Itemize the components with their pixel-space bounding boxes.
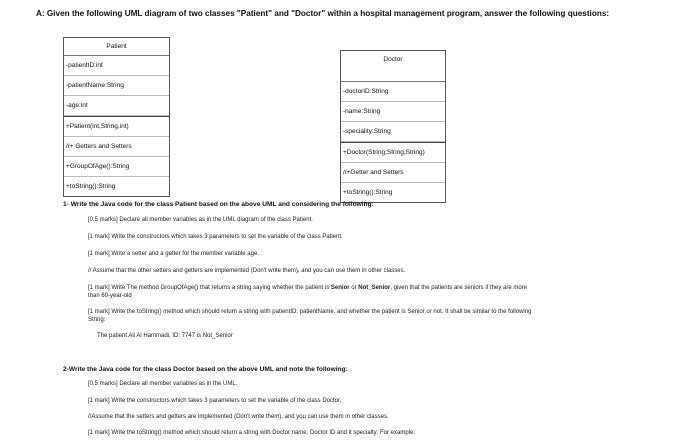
doctor-attribute: -name:String bbox=[341, 102, 445, 122]
question-2-heading: 2-Write the Java code for the class Doctor based on the above UML and note the following: bbox=[63, 366, 348, 373]
doctor-attribute: -speciality:String bbox=[341, 122, 445, 142]
groupofage-text: [1 mark] Write The method GroupOfAge() that returns a string saying whether the patient is bbox=[88, 285, 331, 291]
doctor-method: //+Getter and Setters bbox=[341, 163, 445, 183]
not-senior-term: Not_Senior bbox=[358, 285, 391, 291]
patient-attribute: -age:int bbox=[64, 96, 169, 116]
doctor-class-name: Doctor bbox=[341, 51, 445, 82]
question-1-item: [1 mark] Write the constructors which takes 3 parameters to set the variable of the class Patient. bbox=[88, 234, 343, 240]
page-title: A: Given the following UML diagram of two classes "Patient" and "Doctor" within a hospital management program, answer the following questions: bbox=[36, 9, 610, 18]
groupofage-or: or bbox=[349, 285, 359, 291]
patient-method: +Patient(int,String,int) bbox=[64, 116, 169, 137]
patient-method: +toString():String bbox=[66, 183, 116, 190]
senior-term: Senior bbox=[330, 285, 350, 291]
patient-method: +GroupOfAge():String bbox=[64, 157, 169, 177]
question-2-item: [0.5 marks] Declare all member variables as in the UML. bbox=[88, 381, 238, 387]
patient-class-box bbox=[63, 37, 170, 197]
question-2-item: [1 mark] Write the constructors which takes 3 parameters to set the variable of the class Doctor. bbox=[88, 398, 342, 404]
question-1-item: // Assume that the other setters and getters are implemented (Don't write them), and you can use them in other classes. bbox=[88, 268, 406, 274]
groupofage-text-end: , given that the patients are seniors if they are more bbox=[390, 285, 528, 291]
patient-method: //+ Getters and Setters bbox=[64, 137, 169, 157]
patient-attribute: -patientID:int bbox=[64, 56, 169, 76]
doctor-class-box bbox=[340, 50, 446, 203]
example-output: The patient Ali Al Hammadi, ID: 7747 is Not_Senior bbox=[97, 333, 233, 339]
question-1-tostring: [1 mark] Write the toString() method which should return a string with patientID, patientName, and whether the patient is Senior or not. It shall be similar to the following bbox=[88, 309, 532, 315]
question-2-item: //Assume that the setters and getters are implemented (Don't write them), and you can use them in other classes. bbox=[88, 414, 389, 420]
question-1-tostring-cont: String: bbox=[88, 317, 106, 323]
doctor-attribute: -doctorID:String bbox=[341, 82, 445, 102]
question-1-heading: 1- Write the Java code for the class Patient based on the above UML and considering the following: bbox=[63, 201, 374, 208]
doctor-method: +Doctor(String,String,String) bbox=[341, 142, 445, 163]
question-1-item: [1 mark] Write a setter and a getter for the member variable age. bbox=[88, 251, 259, 257]
question-1-groupofage-cont: than 60-year-old bbox=[88, 293, 132, 299]
patient-attribute: -patientName:String bbox=[64, 76, 169, 96]
patient-class-name: Patient bbox=[64, 38, 169, 56]
doctor-method: +toString():String bbox=[343, 189, 393, 196]
question-1-groupofage bbox=[88, 285, 527, 291]
question-1-item: [0.5 marks] Declare all member variables as in the UML diagram of the class Patient. bbox=[88, 217, 313, 223]
question-2-item: [1 mark] Write the toString() method which should return a string with Doctor name, Doctor ID and it specialty: For example: bbox=[88, 430, 416, 436]
